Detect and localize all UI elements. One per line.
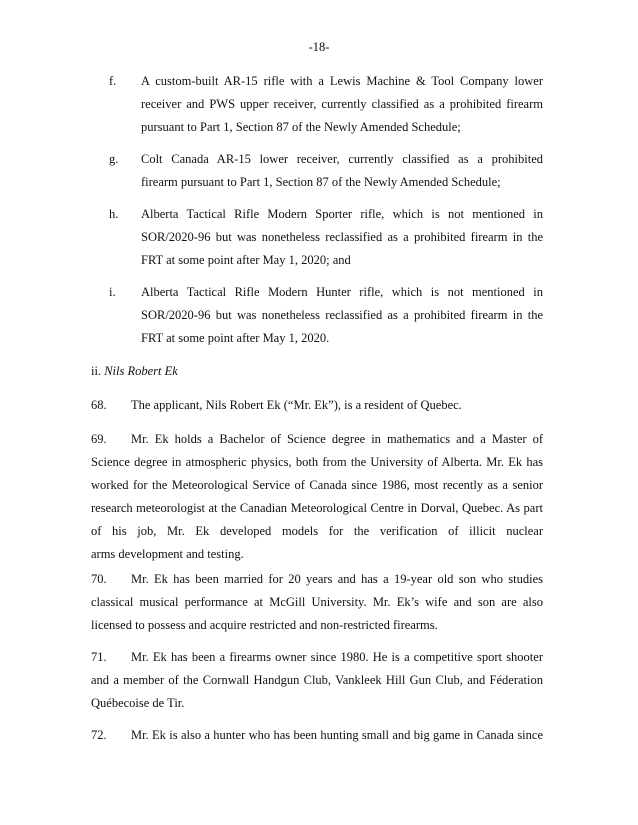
list-marker: f.: [109, 74, 117, 88]
list-marker: i.: [109, 285, 116, 299]
list-item-i: [109, 281, 543, 350]
list-item-line: Alberta Tactical Rifle Modern Hunter rifle, which is not mentioned in: [141, 285, 543, 299]
paragraph-line: Québecoise de Tir.: [91, 696, 185, 710]
paragraph-71: [91, 646, 543, 715]
page-number: -18-: [308, 40, 330, 54]
paragraph-line: of his job, Mr. Ek developed models for the verification of illicit nuclear: [91, 524, 543, 538]
paragraph-number: 68.: [91, 398, 107, 412]
paragraph-line: worked for the Meteorological Service of Canada since 1986, most recently as a senior: [91, 478, 543, 492]
subheading-prefix: ii.: [91, 364, 102, 378]
list-item-line: Alberta Tactical Rifle Modern Sporter rifle, which is not mentioned in: [141, 207, 543, 221]
paragraph-line: licensed to possess and acquire restricted and non-restricted firearms.: [91, 618, 438, 632]
list-item-line: receiver and PWS upper receiver, currently classified as a prohibited firearm: [141, 97, 543, 111]
paragraph-70: [91, 568, 543, 637]
paragraph-number: 70.: [91, 572, 107, 586]
list-item-line: SOR/2020-96 but was nonetheless reclassified as a prohibited firearm in the: [141, 230, 543, 244]
paragraph-number: 71.: [91, 650, 107, 664]
paragraph-68: [91, 394, 543, 417]
list-marker: g.: [109, 152, 119, 166]
subheading-name: Nils Robert Ek: [104, 364, 178, 378]
list-item-line: Colt Canada AR-15 lower receiver, currently classified as a prohibited: [141, 152, 543, 166]
list-item-g: [109, 148, 543, 194]
paragraph-line: classical musical performance at McGill University. Mr. Ek’s wife and son are also: [91, 595, 543, 609]
paragraph-line: and a member of the Cornwall Handgun Club, Vankleek Hill Gun Club, and Féderation: [91, 673, 543, 687]
list-item-line: A custom-built AR-15 rifle with a Lewis Machine & Tool Company lower: [141, 74, 543, 88]
list-item-line: FRT at some point after May 1, 2020; and: [141, 253, 351, 267]
list-marker: h.: [109, 207, 119, 221]
section-subheading: [91, 360, 178, 383]
paragraph-line: Mr. Ek is also a hunter who has been hunting small and big game in Canada since: [131, 728, 543, 742]
list-item-line: FRT at some point after May 1, 2020.: [141, 331, 330, 345]
list-item-line: firearm pursuant to Part 1, Section 87 of the Newly Amended Schedule;: [141, 175, 501, 189]
list-item-line: SOR/2020-96 but was nonetheless reclassified as a prohibited firearm in the: [141, 308, 543, 322]
list-item-f: [109, 70, 543, 139]
paragraph-line: arms development and testing.: [91, 547, 244, 561]
paragraph-line: The applicant, Nils Robert Ek (“Mr. Ek”), is a resident of Quebec.: [131, 398, 462, 412]
list-item-h: [109, 203, 543, 272]
paragraph-number: 72.: [91, 728, 107, 742]
paragraph-line: Mr. Ek has been a firearms owner since 1980. He is a competitive sport shooter: [131, 650, 543, 664]
paragraph-69: [91, 428, 543, 566]
paragraph-line: Mr. Ek holds a Bachelor of Science degree in mathematics and a Master of: [131, 432, 543, 446]
paragraph-72: [91, 724, 543, 747]
paragraph-number: 69.: [91, 432, 107, 446]
paragraph-line: Mr. Ek has been married for 20 years and has a 19-year old son who studies: [131, 572, 543, 586]
paragraph-line: research meteorologist at the Canadian Meteorological Centre in Dorval, Quebec. As part: [91, 501, 543, 515]
paragraph-line: Science degree in atmospheric physics, both from the University of Alberta. Mr. Ek has: [91, 455, 543, 469]
list-item-line: pursuant to Part 1, Section 87 of the Newly Amended Schedule;: [141, 120, 461, 134]
